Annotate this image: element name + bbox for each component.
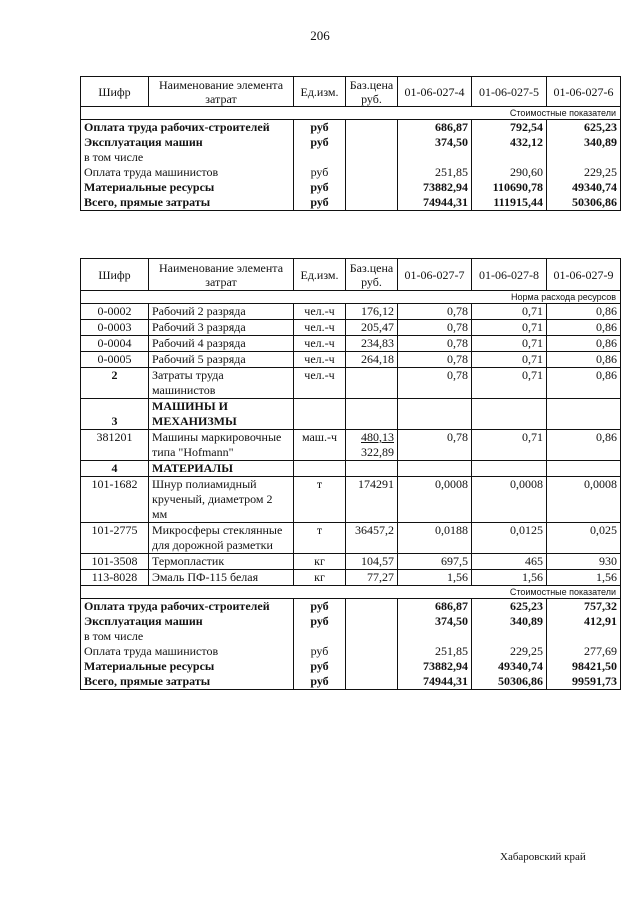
note-cost: Стоимостные показатели: [81, 586, 621, 599]
summary-value: 625,23: [472, 599, 547, 615]
summary-name: Оплата труда рабочих-строителей: [81, 599, 294, 615]
resource-value: 1,56: [472, 570, 547, 586]
summary-unit: руб: [294, 599, 346, 615]
table-row: [81, 165, 621, 180]
summary-name: Эксплуатация машин: [84, 614, 203, 628]
summary-unit: руб: [294, 165, 346, 180]
resource-value: 0,78: [398, 430, 472, 461]
summary-name: Оплата труда машинистов: [81, 644, 294, 659]
resource-price: 36457,2: [346, 523, 398, 554]
note-row: [81, 586, 621, 599]
summary-value: 73882,94: [398, 659, 472, 674]
summary-value: 49340,74: [472, 659, 547, 674]
summary-name: Материальные ресурсы: [81, 659, 294, 674]
resource-name: Шнур полиамидный крученый, диаметром 2 мм: [149, 477, 294, 523]
resource-unit: чел.-ч: [294, 320, 346, 336]
resource-name: Рабочий 4 разряда: [149, 336, 294, 352]
header-name: Наименование элемента затрат: [149, 259, 294, 291]
summary-sub: в том числе: [84, 629, 144, 643]
table-row: [81, 659, 621, 674]
resource-code: 0-0003: [81, 320, 149, 336]
resource-price: 264,18: [346, 352, 398, 368]
resource-value: 0,86: [547, 430, 621, 461]
summary-value: 111915,44: [472, 195, 547, 211]
summary-unit: руб: [294, 659, 346, 674]
summary-value: 110690,78: [472, 180, 547, 195]
resource-value: 0,86: [547, 352, 621, 368]
resource-code: 101-1682: [81, 477, 149, 523]
resource-value: 0,0125: [472, 523, 547, 554]
resource-price: 77,27: [346, 570, 398, 586]
resource-price: 480,13: [361, 430, 394, 444]
resource-unit: чел.-ч: [294, 336, 346, 352]
summary-unit: руб: [294, 674, 346, 690]
summary-value: 374,50: [398, 614, 472, 644]
resource-value: 0,025: [547, 523, 621, 554]
header-code-3: 01-06-027-9: [547, 259, 621, 291]
summary-unit: руб: [294, 120, 346, 136]
summary-value: 686,87: [398, 120, 472, 136]
table-row: [81, 320, 621, 336]
table-row: [81, 336, 621, 352]
resource-name: Термопластик: [149, 554, 294, 570]
header-price: Баз.цена руб.: [346, 77, 398, 107]
section-unit: чел.-ч: [294, 368, 346, 399]
resource-value: 0,0008: [472, 477, 547, 523]
resource-unit: т: [294, 523, 346, 554]
resource-value: 0,86: [547, 368, 621, 399]
table-row: [81, 120, 621, 136]
summary-value: 98421,50: [547, 659, 621, 674]
resource-value: 0,0188: [398, 523, 472, 554]
resource-name: Микросферы стеклянные для дорожной разметки: [149, 523, 294, 554]
resource-value: 0,71: [472, 368, 547, 399]
table-row: [81, 554, 621, 570]
summary-name: Материальные ресурсы: [81, 180, 294, 195]
summary-unit: руб: [294, 614, 346, 644]
summary-unit: руб: [294, 195, 346, 211]
summary-unit: руб: [294, 644, 346, 659]
resource-price: 174291: [346, 477, 398, 523]
section-name: Затраты труда машинистов: [149, 368, 294, 399]
header-code-2: 01-06-027-5: [472, 77, 547, 107]
table-row: [81, 135, 621, 165]
summary-value: 432,12: [472, 135, 547, 165]
resource-value: 0,71: [472, 430, 547, 461]
resource-code: 101-2775: [81, 523, 149, 554]
cost-table-2: [80, 258, 621, 690]
resource-name: Эмаль ПФ-115 белая: [149, 570, 294, 586]
summary-value: 340,89: [547, 135, 621, 165]
footer-region: Хабаровский край: [500, 851, 586, 863]
resource-name: Рабочий 5 разряда: [149, 352, 294, 368]
table-row: [81, 674, 621, 690]
cost-table-1: [80, 76, 621, 211]
resource-value: 465: [472, 554, 547, 570]
resource-unit: чел.-ч: [294, 352, 346, 368]
resource-value: 0,71: [472, 320, 547, 336]
resource-value: 0,78: [398, 368, 472, 399]
summary-name: Оплата труда рабочих-строителей: [81, 120, 294, 136]
summary-unit: руб: [294, 180, 346, 195]
summary-value: 229,25: [472, 644, 547, 659]
summary-value: 792,54: [472, 120, 547, 136]
header-code-1: 01-06-027-7: [398, 259, 472, 291]
summary-name: Эксплуатация машин: [84, 135, 203, 149]
summary-value: 340,89: [472, 614, 547, 644]
resource-value: 0,0008: [547, 477, 621, 523]
summary-sub: в том числе: [84, 150, 144, 164]
resource-value: 0,86: [547, 320, 621, 336]
resource-value: 697,5: [398, 554, 472, 570]
table-row: [81, 477, 621, 523]
resource-name: Рабочий 2 разряда: [149, 304, 294, 320]
header-cipher: Шифр: [81, 259, 149, 291]
summary-name: Всего, прямые затраты: [81, 674, 294, 690]
resource-value: 0,78: [398, 336, 472, 352]
resource-price-secondary: 322,89: [361, 445, 394, 459]
table-row: [81, 195, 621, 211]
header-code-2: 01-06-027-8: [472, 259, 547, 291]
resource-code: 381201: [81, 430, 149, 461]
header-cipher: Шифр: [81, 77, 149, 107]
table-header-row: [81, 77, 621, 107]
resource-code: 0-0004: [81, 336, 149, 352]
resource-value: 1,56: [547, 570, 621, 586]
resource-value: 0,71: [472, 352, 547, 368]
summary-value: 74944,31: [398, 195, 472, 211]
resource-unit: кг: [294, 554, 346, 570]
resource-code: 113-8028: [81, 570, 149, 586]
section-code: 2: [81, 368, 149, 399]
resource-value: 0,71: [472, 304, 547, 320]
note-row: [81, 291, 621, 304]
table-row: [81, 461, 621, 477]
table-row: [81, 614, 621, 644]
resource-code: 101-3508: [81, 554, 149, 570]
resource-code: 0-0005: [81, 352, 149, 368]
summary-value: 686,87: [398, 599, 472, 615]
resource-value: 0,78: [398, 304, 472, 320]
header-unit: Ед.изм.: [294, 259, 346, 291]
table-row: [81, 523, 621, 554]
header-unit: Ед.изм.: [294, 77, 346, 107]
summary-value: 412,91: [547, 614, 621, 644]
table-row: [81, 352, 621, 368]
summary-value: 73882,94: [398, 180, 472, 195]
resource-name: Машины маркировочные типа "Hofmann": [149, 430, 294, 461]
resource-name: Рабочий 3 разряда: [149, 320, 294, 336]
resource-price: 205,47: [346, 320, 398, 336]
summary-unit: руб: [294, 135, 346, 165]
resource-value: 0,86: [547, 304, 621, 320]
page-number: 206: [310, 28, 330, 43]
summary-value: 757,32: [547, 599, 621, 615]
summary-value: 277,69: [547, 644, 621, 659]
resource-unit: маш.-ч: [294, 430, 346, 461]
resource-code: 0-0002: [81, 304, 149, 320]
resource-unit: кг: [294, 570, 346, 586]
summary-value: 251,85: [398, 165, 472, 180]
summary-value: 50306,86: [547, 195, 621, 211]
summary-value: 99591,73: [547, 674, 621, 690]
header-name: Наименование элемента затрат: [149, 77, 294, 107]
note-row: [81, 107, 621, 120]
table-row: [81, 570, 621, 586]
header-price: Баз.цена руб.: [346, 259, 398, 291]
resource-value: 0,86: [547, 336, 621, 352]
summary-value: 374,50: [398, 135, 472, 165]
resource-value: 1,56: [398, 570, 472, 586]
summary-name: Оплата труда машинистов: [81, 165, 294, 180]
summary-value: 49340,74: [547, 180, 621, 195]
summary-value: 229,25: [547, 165, 621, 180]
note-cost: Стоимостные показатели: [81, 107, 621, 120]
table-row: [81, 644, 621, 659]
resource-value: 0,78: [398, 352, 472, 368]
resource-value: 0,78: [398, 320, 472, 336]
section-name: МАШИНЫ И МЕХАНИЗМЫ: [149, 399, 294, 430]
resource-price: 104,57: [346, 554, 398, 570]
summary-value: 251,85: [398, 644, 472, 659]
summary-value: 290,60: [472, 165, 547, 180]
note-norm: Норма расхода ресурсов: [81, 291, 621, 304]
table-row: [81, 304, 621, 320]
section-code: 3: [81, 399, 149, 430]
section-code: 4: [81, 461, 149, 477]
resource-price: 176,12: [346, 304, 398, 320]
resource-value: 930: [547, 554, 621, 570]
resource-value: 0,71: [472, 336, 547, 352]
resource-unit: чел.-ч: [294, 304, 346, 320]
table-header-row: [81, 259, 621, 291]
table-row: [81, 368, 621, 399]
summary-value: 50306,86: [472, 674, 547, 690]
section-name: МАТЕРИАЛЫ: [149, 461, 294, 477]
resource-unit: т: [294, 477, 346, 523]
table-row: [81, 430, 621, 461]
table-row: [81, 399, 621, 430]
header-code-1: 01-06-027-4: [398, 77, 472, 107]
header-code-3: 01-06-027-6: [547, 77, 621, 107]
resource-price: 234,83: [346, 336, 398, 352]
summary-value: 74944,31: [398, 674, 472, 690]
summary-name: Всего, прямые затраты: [81, 195, 294, 211]
resource-value: 0,0008: [398, 477, 472, 523]
summary-value: 625,23: [547, 120, 621, 136]
table-row: [81, 599, 621, 615]
table-row: [81, 180, 621, 195]
